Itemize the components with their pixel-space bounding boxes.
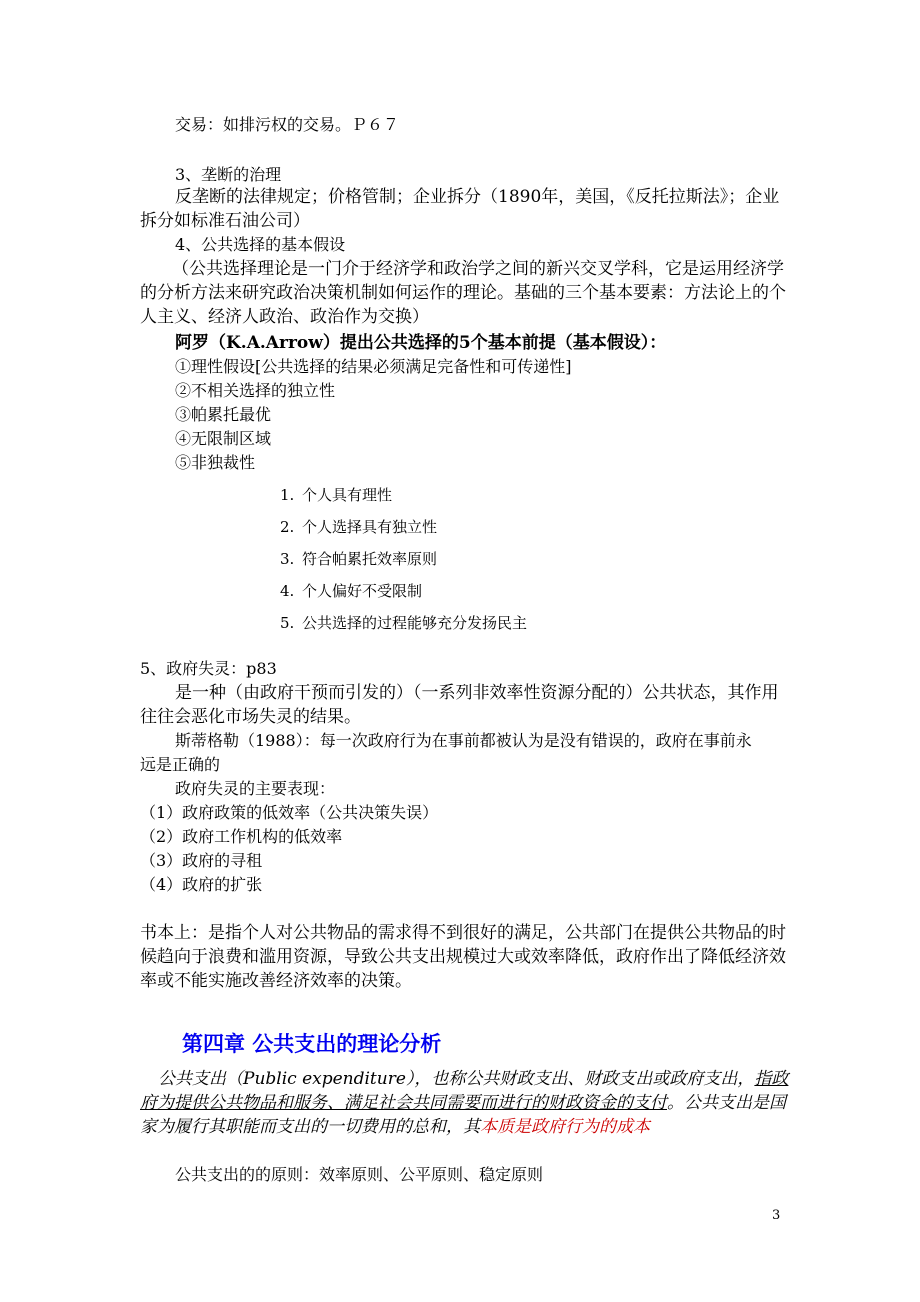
chapter-heading: 第四章 公共支出的理论分析 — [182, 1032, 442, 1056]
italic-line: 家为履行其职能而支出的一切费用的总和，其本质是政府行为的成本 — [140, 1117, 650, 1137]
condition-item: ②不相关选择的独立性 — [175, 381, 336, 400]
italic-line: 府为提供公共物品和服务、满足社会共同需要而进行的财政资金的支付。公共支出是国 — [140, 1093, 786, 1113]
list-item: 5. 公共选择的过程能够充分发扬民主 — [280, 614, 528, 632]
section-title: 3、垄断的治理 — [175, 165, 282, 184]
text-line: 的分析方法来研究政治决策机制如何运作的理论。基础的三个基本要素：方法论上的个 — [140, 283, 786, 303]
italic-line: 公共支出（Public expenditure），也称公共财政支出、财政支出或政府支出，指政 — [158, 1069, 789, 1089]
text-line: 候趋向于浪费和滥用资源，导致公共支出规模过大或效率降低，政府作出了降低经济效 — [140, 947, 786, 967]
text-line: 书本上：是指个人对公共物品的需求得不到很好的满足，公共部门在提供公共物品的时 — [140, 923, 786, 943]
bold-line: 阿罗（K.A.Arrow）提出公共选择的5个基本前提（基本假设）： — [175, 333, 667, 353]
list-item: 3. 符合帕累托效率原则 — [280, 550, 438, 568]
condition-item: ④无限制区域 — [175, 429, 272, 448]
condition-item: ③帕累托最优 — [175, 405, 272, 424]
text-line: 率或不能实施改善经济效率的决策。 — [140, 971, 412, 991]
failure-item: （1）政府政策的低效率（公共决策失误） — [140, 803, 439, 822]
text-line: 拆分如标准石油公司） — [140, 211, 310, 231]
text-line: （公共选择理论是一门介于经济学和政治学之间的新兴交叉学科，它是运用经济学 — [172, 259, 784, 279]
failure-item: （3）政府的寻租 — [140, 851, 263, 870]
list-item: 2. 个人选择具有独立性 — [280, 518, 438, 536]
text-line: 人主义、经济人政治、政治作为交换） — [140, 307, 429, 327]
text-line: 反垄断的法律规定；价格管制；企业拆分（1890年，美国，《反托拉斯法》；企业 — [175, 187, 780, 207]
text-line: 往往会恶化市场失灵的结果。 — [140, 707, 361, 727]
list-item: 1. 个人具有理性 — [280, 486, 393, 504]
text-line: 远是正确的 — [140, 755, 221, 774]
condition-item: ⑤非独裁性 — [175, 453, 256, 472]
condition-item: ①理性假设[公共选择的结果必须满足完备性和可传递性] — [175, 357, 572, 376]
text-line: 是一种（由政府干预而引发的）（一系列非效率性资源分配的）公共状态，其作用 — [175, 683, 779, 703]
page-number: 3 — [772, 1208, 781, 1223]
section-title: 4、公共选择的基本假设 — [175, 235, 346, 254]
text-line: 公共支出的的原则：效率原则、公平原则、稳定原则 — [175, 1165, 544, 1184]
section-title: 5、政府失灵：p83 — [140, 659, 277, 678]
text-line: 政府失灵的主要表现： — [175, 779, 336, 798]
text-line: 交易：如排污权的交易。Ｐ６７ — [175, 115, 400, 134]
list-item: 4. 个人偏好不受限制 — [280, 582, 423, 600]
failure-item: （2）政府工作机构的低效率 — [140, 827, 343, 846]
failure-item: （4）政府的扩张 — [140, 875, 263, 894]
text-line: 斯蒂格勒（1988）：每一次政府行为在事前都被认为是没有错误的，政府在事前永 — [175, 731, 752, 750]
